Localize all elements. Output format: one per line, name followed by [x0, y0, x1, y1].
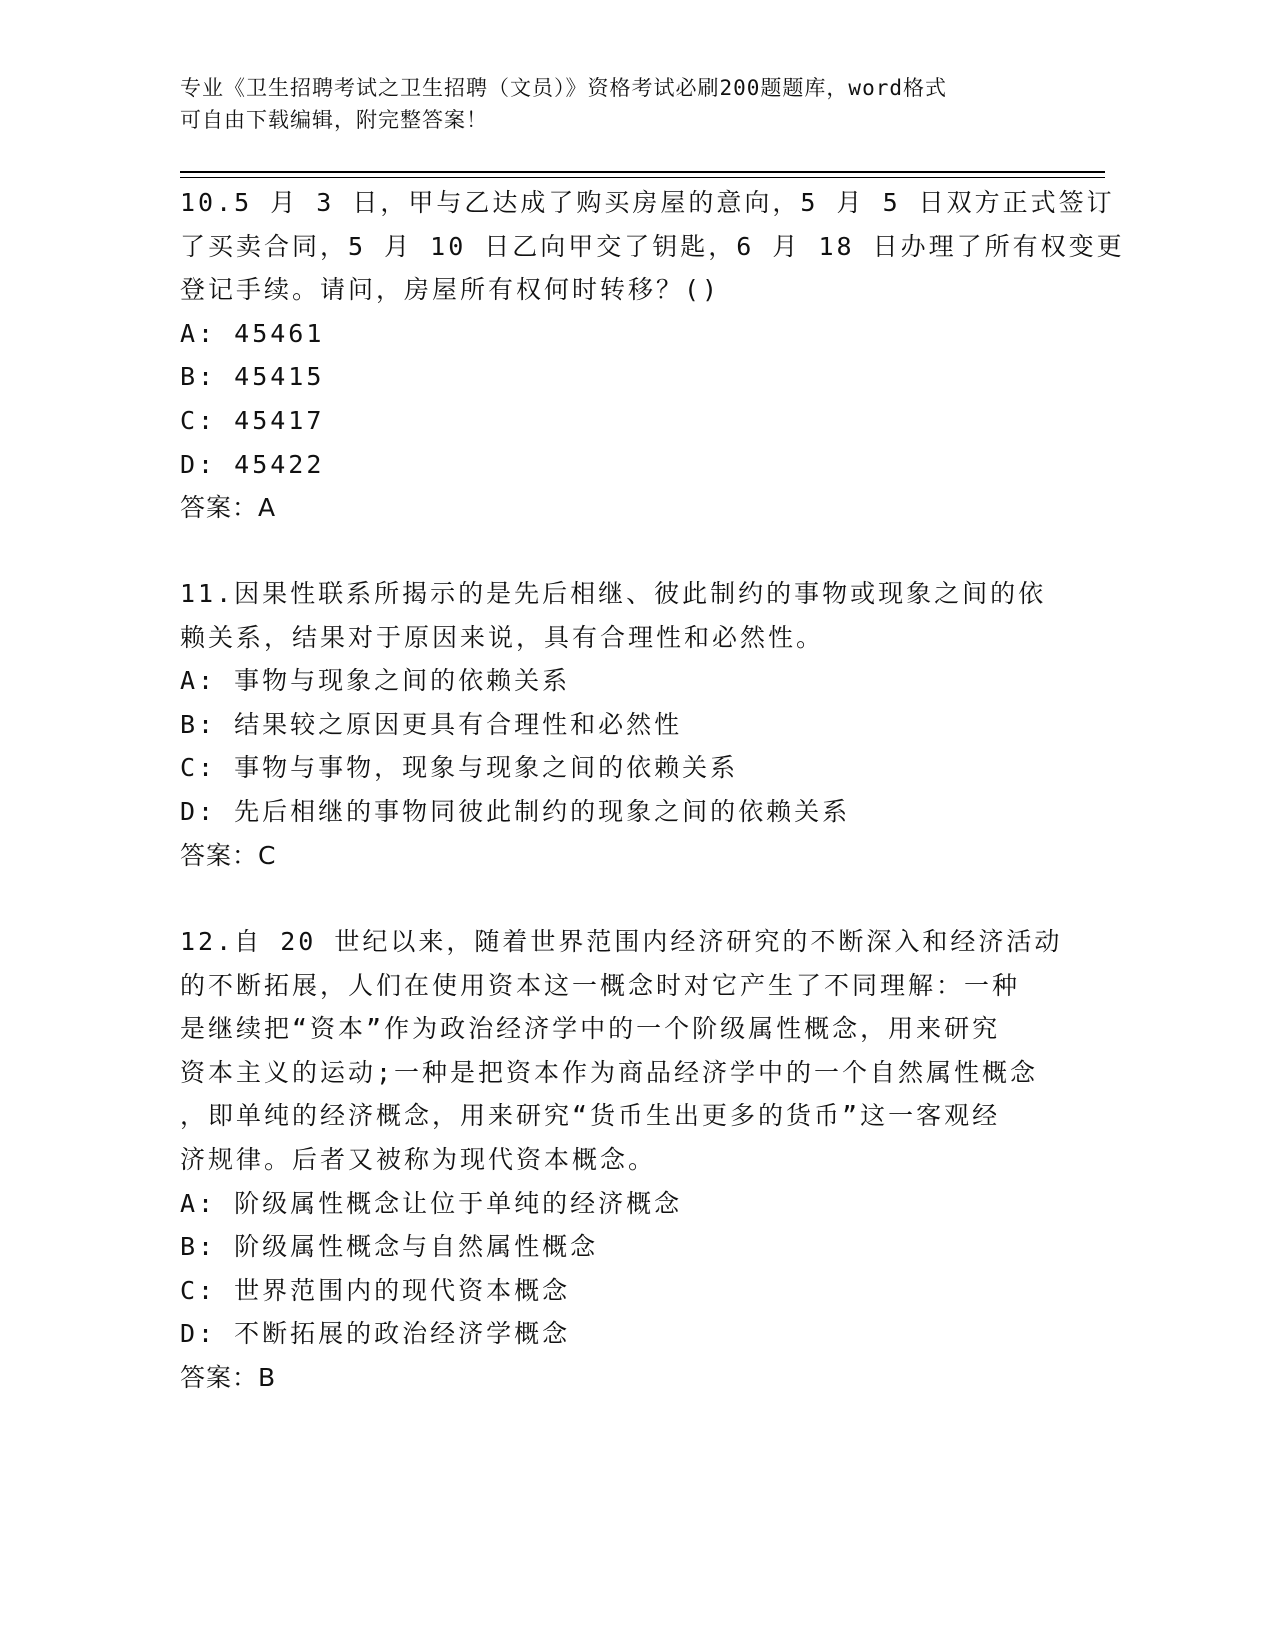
- answer-option: D: 45422: [180, 449, 325, 479]
- header-divider: [180, 177, 1105, 178]
- answer-option: B: 45415: [180, 362, 325, 392]
- question-text-line: 赖关系，结果对于原因来说，具有合理性和必然性。: [180, 622, 825, 652]
- answer-option: D: 先后相继的事物同彼此制约的现象之间的依赖关系: [180, 796, 851, 826]
- question-text-line: 是继续把“资本”作为政治经济学中的一个阶级属性概念，用来研究: [180, 1014, 1001, 1044]
- question-text-line: 11.因果性联系所揭示的是先后相继、彼此制约的事物或现象之间的依: [180, 579, 1047, 608]
- header-line: 专业《卫生招聘考试之卫生招聘（文员）》资格考试必刷200题题库，word格式: [180, 76, 947, 100]
- document-header: [180, 72, 1120, 136]
- answer-option: B: 结果较之原因更具有合理性和必然性: [180, 709, 683, 739]
- question-text-line: 的不断拓展，人们在使用资本这一概念时对它产生了不同理解：一种: [180, 970, 1021, 1000]
- answer-key: 答案：B: [180, 1362, 277, 1392]
- answer-option: C: 45417: [180, 405, 325, 435]
- question-12: [180, 920, 1120, 1400]
- answer-option: A: 45461: [180, 318, 325, 348]
- answer-option: A: 阶级属性概念让位于单纯的经济概念: [180, 1188, 683, 1218]
- question-text-line: 了买卖合同，5 月 10 日乙向甲交了钥匙，6 月 18 日办理了所有权变更: [180, 231, 1125, 261]
- question-text-line: 资本主义的运动;一种是把资本作为商品经济学中的一个自然属性概念: [180, 1057, 1039, 1087]
- answer-option: B: 阶级属性概念与自然属性概念: [180, 1232, 599, 1262]
- answer-option: A: 事物与现象之间的依赖关系: [180, 666, 571, 696]
- question-text-line: ，即单纯的经济概念，用来研究“货币生出更多的货币”这一客观经: [180, 1101, 1001, 1131]
- question-11: [180, 572, 1120, 877]
- question-10: [180, 181, 1125, 530]
- answer-option: C: 事物与事物，现象与现象之间的依赖关系: [180, 753, 739, 783]
- answer-option: C: 世界范围内的现代资本概念: [180, 1275, 571, 1305]
- header-divider: [180, 171, 1105, 173]
- answer-option: D: 不断拓展的政治经济学概念: [180, 1319, 571, 1349]
- answer-key: 答案：A: [180, 493, 277, 523]
- header-line: 可自由下载编辑，附完整答案！: [180, 108, 488, 132]
- question-text-line: 12.自 20 世纪以来，随着世界范围内经济研究的不断深入和经济活动: [180, 927, 1063, 956]
- question-text-line: 登记手续。请问，房屋所有权何时转移？(): [180, 275, 721, 305]
- question-text-line: 济规律。后者又被称为现代资本概念。: [180, 1144, 657, 1174]
- answer-key: 答案：C: [180, 840, 277, 870]
- question-text-line: 10.5 月 3 日，甲与乙达成了购买房屋的意向，5 月 5 日双方正式签订: [180, 188, 1115, 217]
